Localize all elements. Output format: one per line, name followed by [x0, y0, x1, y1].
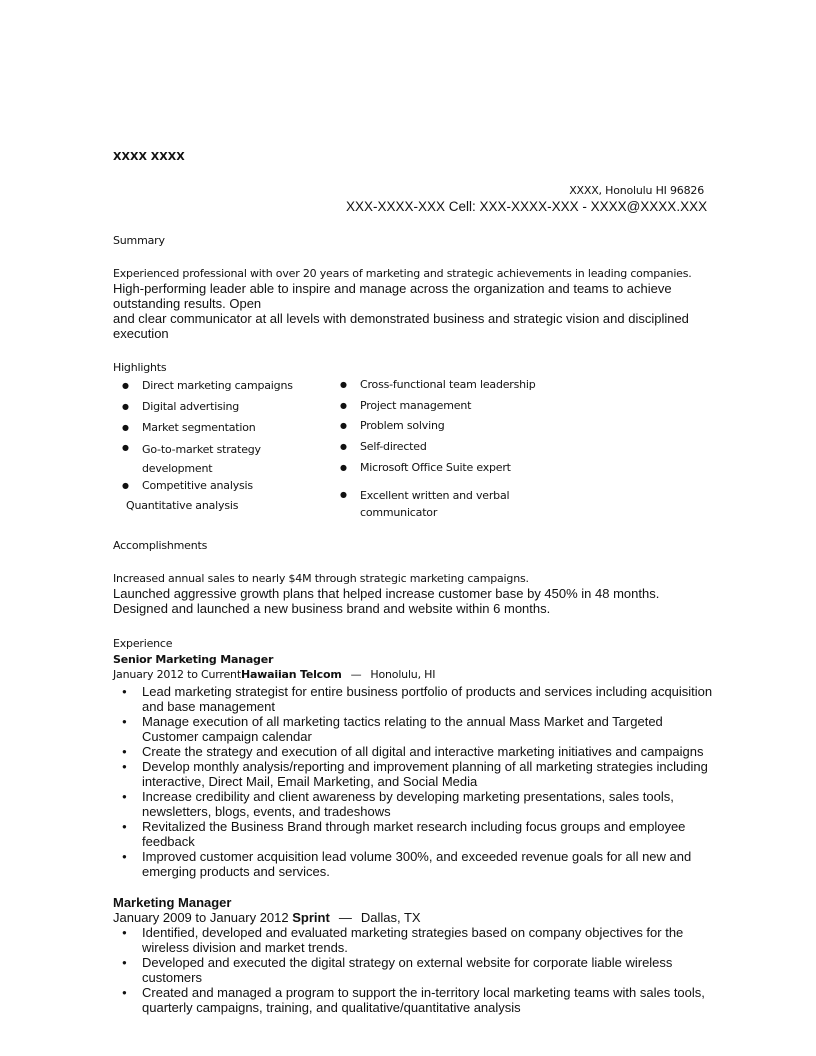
- list-item: ● Revitalized the Business Brand through market research including focus groups and employee feedback: [113, 819, 713, 849]
- accomplishments-heading: Accomplishments: [113, 539, 208, 552]
- list-item: ● Developed and executed the digital strategy on external website for corporate liable wireless customers: [113, 955, 713, 985]
- list-item: ● Digital advertising: [113, 399, 313, 420]
- summary-line: Experienced professional with over 20 years of marketing and strategic achievements in leading companies.: [113, 267, 692, 280]
- list-item: ● Self-directed: [331, 439, 571, 460]
- list-item: ● Problem solving: [331, 418, 571, 439]
- accomplishment-line: Designed and launched a new business brand and website within 6 months.: [113, 601, 551, 616]
- highlights-right-list: [331, 377, 571, 521]
- highlights-left-list: [113, 378, 313, 513]
- experience-heading: Experience: [113, 637, 173, 650]
- job-meta: [113, 910, 421, 925]
- list-item: ● Create the strategy and execution of all digital and interactive marketing initiatives and campaigns: [113, 744, 713, 759]
- list-item: ● Lead marketing strategist for entire business portfolio of products and services including acquisition and base management: [113, 684, 713, 714]
- job-dash: —: [350, 668, 362, 681]
- job-bullets: [113, 684, 713, 879]
- accomplishments-section: [113, 571, 713, 616]
- list-item: ● Go-to-market strategy development: [113, 440, 292, 459]
- job-company: Hawaiian Telcom: [240, 668, 342, 681]
- summary-heading: Summary: [113, 234, 165, 247]
- list-item: ● Market segmentation: [113, 420, 313, 440]
- list-item: ● Project management: [331, 398, 571, 418]
- job-company: Sprint: [292, 910, 330, 925]
- job-dash: —: [338, 910, 352, 925]
- address-line: XXXX, Honolulu HI 96826: [569, 184, 704, 197]
- summary-section: [113, 266, 713, 341]
- contact-line: XXX-XXXX-XXX Cell: XXX-XXXX-XXX - XXXX@XXXX.XXX: [346, 199, 708, 214]
- list-item: ● Competitive analysis: [113, 478, 313, 498]
- list-item: ● Improved customer acquisition lead volume 300%, and exceeded revenue goals for all new and emerging products and services.: [113, 849, 713, 879]
- list-item: ● Microsoft Office Suite expert: [331, 460, 571, 487]
- list-item: ● Cross-functional team leadership: [331, 377, 571, 398]
- job-title: Marketing Manager: [113, 895, 232, 910]
- job-title: Senior Marketing Manager: [113, 653, 274, 666]
- job-dates: January 2009 to January 2012: [113, 910, 289, 925]
- job-location: Dallas, TX: [360, 910, 421, 925]
- job-meta: [113, 668, 435, 681]
- highlights-heading: Highlights: [113, 361, 167, 374]
- list-item: ● Direct marketing campaigns: [113, 378, 313, 399]
- list-item: ● Develop monthly analysis/reporting and improvement planning of all marketing strategies including interactive, Direct Mail, Email Marketing, and Social Media: [113, 759, 713, 789]
- applicant-name: XXXX XXXX: [113, 150, 185, 163]
- list-item-extra: Quantitative analysis: [126, 499, 239, 512]
- list-item: ● Created and managed a program to support the in-territory local marketing teams with sales tools, quarterly campaigns, training, and qualitative/quantitative analysis: [113, 985, 713, 1015]
- list-item: ● Increase credibility and client awareness by developing marketing presentations, sales tools, newsletters, blogs, events, and tradeshows: [113, 789, 713, 819]
- accomplishment-line: Launched aggressive growth plans that helped increase customer base by 450% in 48 months.: [113, 586, 660, 601]
- summary-line: High-performing leader able to inspire and manage across the organization and teams to achieve outstanding results. Open: [113, 281, 672, 311]
- summary-line: and clear communicator at all levels with demonstrated business and strategic vision and disciplined execution: [113, 311, 689, 341]
- list-item: ● Identified, developed and evaluated marketing strategies based on company objectives for the wireless division and market trends.: [113, 925, 713, 955]
- accomplishment-line: Increased annual sales to nearly $4M through strategic marketing campaigns.: [113, 572, 529, 585]
- job-bullets: [113, 925, 713, 1015]
- list-item: ● Manage execution of all marketing tactics relating to the annual Mass Market and Targeted Customer campaign calendar: [113, 714, 713, 744]
- job-location: Honolulu, HI: [370, 668, 436, 681]
- list-item: ● Excellent written and verbal communicator: [331, 487, 520, 521]
- job-dates: January 2012 to Current: [113, 668, 241, 681]
